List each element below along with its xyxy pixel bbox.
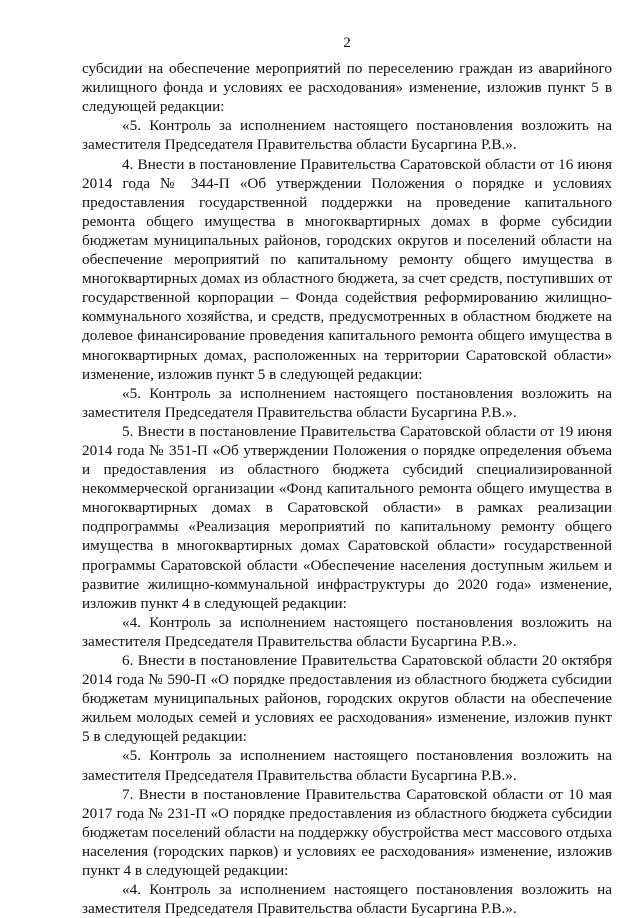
paragraph: «5. Контроль за исполнением настоящего постановления возложить на заместителя Председателя Правительства области Бусаргина Р.В.». [82, 747, 612, 784]
paragraph: «4. Контроль за исполнением настоящего постановления возложить на заместителя Председателя Правительства области Бусаргина Р.В.». [82, 881, 612, 918]
paragraph: «4. Контроль за исполнением настоящего постановления возложить на заместителя Председателя Правительства области Бусаргина Р.В.». [82, 613, 612, 650]
paragraph: 6. Внести в постановление Правительства Саратовской области 20 октября 2014 года № 590-П «О порядке предоставления из областного бюджета субсидии бюджетам муниципальных районов, городских округов области на обеспечение жильем молодых семей и условиях ее расходования» изменение, изложив пункт 5 в следующей редакции: [82, 652, 612, 746]
document-body [82, 59, 612, 918]
page-number: 2 [343, 34, 351, 51]
paragraph-continuation: субсидии на обеспечение мероприятий по переселению граждан из аварийного жилищного фонда и условиях ее расходования» изменение, изложив пункт 5 в следующей редакции: [82, 60, 612, 116]
paragraph: «5. Контроль за исполнением настоящего постановления возложить на заместителя Председателя Правительства области Бусаргина Р.В.». [82, 384, 612, 421]
paragraph: 4. Внести в постановление Правительства Саратовской области от 16 июня 2014 года № 344-П «Об утверждении Положения о порядке и условиях предоставления государственной поддержки на проведение капитального ремонта общего имущества в многоквартирных домах в форме субсидии бюджетам муниципальных районов, городских округов и поселений области на обеспечение мероприятий по капитальному ремонту общего имущества в многоквартирных домах из областного бюджета, за счет средств, поступивших от государственной корпорации – Фонда содействия реформированию жилищно-коммунального хозяйства, и средств, предусмотренных в областном бюджете на долевое финансирование проведения капитального ремонта общего имущества в многоквартирных домах, расположенных на территории Саратовской области» изменение, изложив пункт 5 в следующей редакции: [82, 155, 612, 383]
paragraph: 7. Внести в постановление Правительства Саратовской области от 10 мая 2017 года № 231-П «О порядке предоставления из областного бюджета субсидии бюджетам поселений области на поддержку обустройства мест массового отдыха населения (городских парков) и условиях ее расходования» изменение, изложив пункт 4 в следующей редакции: [82, 785, 612, 880]
paragraph: «5. Контроль за исполнением настоящего постановления возложить на заместителя Председателя Правительства области Бусаргина Р.В.». [82, 117, 612, 154]
paragraph: 5. Внести в постановление Правительства Саратовской области от 19 июня 2014 года № 351-П «Об утверждении Положения о порядке определения объема и предоставления из областного бюджета субсидий специализированной некоммерческой организации «Фонд капитального ремонта общего имущества в многоквартирных домах в Саратовской области» в рамках реализации подпрограммы «Реализация мероприятий по капитальному ремонту общего имущества в многоквартирных домах Саратовской области» государственной программы Саратовской области «Обеспечение населения доступным жильем и развитие жилищно-коммунальной инфраструктуры до 2020 года» изменение, изложив пункт 4 в следующей редакции: [82, 422, 612, 612]
